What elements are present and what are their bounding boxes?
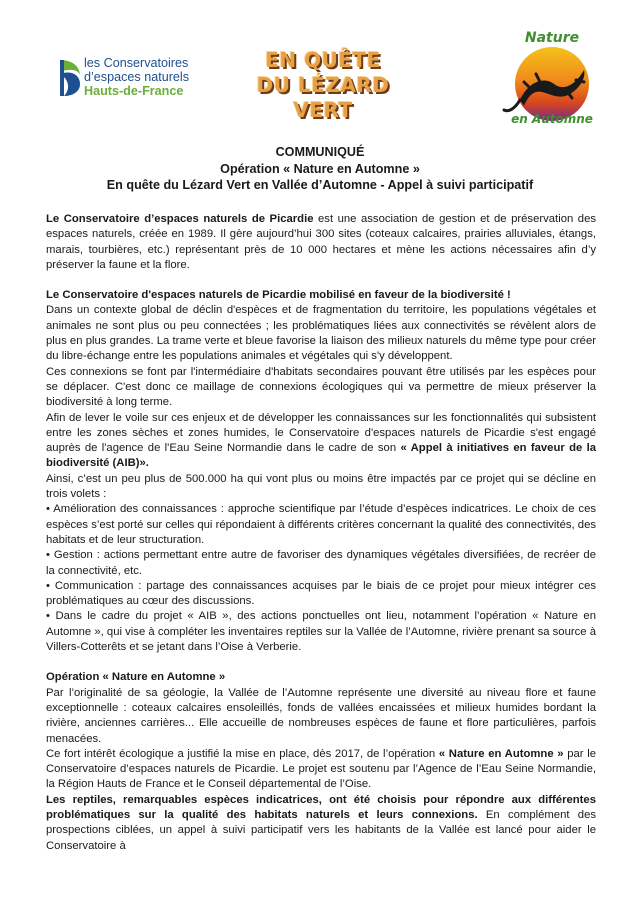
- badge-caption-nature: Nature: [524, 30, 580, 46]
- section1-heading: [46, 288, 596, 303]
- cen-logo-region: Hauts-de-France: [84, 84, 184, 98]
- title-appel: En quête du Lézard Vert en Vallée d’Automne - Appel à suivi participatif: [106, 178, 534, 192]
- section2-heading: [46, 670, 596, 685]
- intro-paragraph: [46, 212, 596, 273]
- list-item: • Amélioration des connaissances : approche scientifique par l’étude d’espèces indicatrices. Le choix de ces espèces s’est porté sur celles qui répondaient à différents critères concernant la qualité des connectivités, des habitats et de leur structuration.: [46, 502, 596, 548]
- section1-heading-text: Le Conservatoire d'espaces naturels de Picardie mobilisé en faveur de la biodiversité !: [46, 289, 511, 302]
- section1-p3-bold: « Appel à initiatives en faveur de la biodiversité (AIB)».: [46, 442, 596, 470]
- section2-p2-bold: « Nature en Automne »: [438, 747, 564, 760]
- cen-logo-line2: d’espaces naturels: [84, 70, 190, 84]
- communique-title-block: [40, 144, 600, 194]
- badge-caption-en-automne: en Automne: [511, 112, 593, 126]
- section1-paragraph-2: Ces connexions se font par l'intermédiaire d'habitats secondaires pouvant être utilisés par les espèces pour se déplacer. C'est donc ce maillage de connexions écologiques qui va permettre de mieux préserver la biodiversité à long terme.: [46, 365, 596, 409]
- section2-p2-text-a: Ce fort intérêt écologique a justifié la mise en place, dès 2017, de l’opération: [46, 747, 439, 760]
- section2-p3-text: En complément des prospections ciblées, un appel à suivi participatif vers les habitants de la Vallée est lancé pour aider le Conservatoire à: [46, 808, 596, 852]
- section2-paragraph-3: [46, 793, 596, 854]
- en-quete-du-lezard-vert-logo: [238, 48, 408, 123]
- section1-p3-text: Afin de lever le voile sur ces enjeux et de développer les connaissances sur les fonctionnalités qui subsistent entre les zones sèches et zones humides, le Conservatoire d'espaces naturels de Picardie s'est engagé auprès de l'agence de l'Eau Seine Normandie dans le cadre de son: [46, 411, 596, 455]
- section2-p2-text-b: par le Conservatoire d’espaces naturels de Picardie. Le projet est soutenu par l’Agence de l’Eau Seine Normandie, la Région Hauts de France et le Conseil départemental de l’Oise.: [46, 747, 596, 791]
- title-operation: Opération « Nature en Automne »: [220, 161, 420, 176]
- cen-logo-line1: les Conservatoires: [84, 56, 189, 70]
- list-item: • Communication : partage des connaissances acquises par le biais de ce projet pour mieux intégrer ces problématiques au cœur des discussions.: [46, 579, 596, 610]
- nature-en-automne-badge: [496, 26, 608, 138]
- cen-logo-text: [84, 56, 189, 98]
- intro-bold: Le Conservatoire d’espaces naturels de Picardie: [46, 213, 314, 225]
- section2-paragraph-1: Par l’originalité de sa géologie, la Vallée de l’Automne représente une diversité au niveau flore et faune exceptionnelle : coteaux calcaires ensoleillés, fonds de vallées encaissées et milieux humides bordant la rivière, anciennes carrières... Elle accueille de nombreuses espèces de faune et flore particulières, parfois menacées.: [46, 686, 596, 745]
- volets-list: [46, 502, 596, 655]
- section2-heading-text: Opération « Nature en Automne »: [46, 671, 226, 684]
- section1-paragraph-3: [46, 411, 596, 472]
- communique-body: [46, 212, 596, 854]
- leaf-logo-icon: [58, 58, 82, 98]
- quete-logo-line1: EN QUÊTE: [265, 48, 381, 72]
- section2-p3-bold: Les reptiles, remarquables espèces indicatrices, ont été choisis pour répondre aux différentes problématiques sur la qualité des habitats naturels et leurs connexions.: [46, 793, 596, 821]
- intro-text: est une association de gestion et de préservation des espaces naturels, créée en 1989. Il gère aujourd’hui 300 sites (coteaux calcaires, prairies alluviales, étangs, marais, tourbières, etc.) représentant près de 10 000 hectares et mène les actions nécessaires afin d’y préserver la faune et la flore.: [46, 213, 596, 271]
- section1-paragraph-4: Ainsi, c’est un peu plus de 500.000 ha qui vont plus ou moins être impactés par ce projet qui se décline en trois volets :: [46, 472, 596, 501]
- list-item: • Dans le cadre du projet « AIB », des actions ponctuelles ont lieu, notamment l’opération « Nature en Automne », qui vise à compléter les inventaires reptiles sur la Vallée de l’Automne, rivière prenant sa source à Villers-Cotterêts et se jetant dans l’Oise à Verberie.: [46, 609, 596, 655]
- quete-logo-line2: DU LÉZARD VERT: [256, 73, 390, 122]
- section2-paragraph-2: [46, 747, 596, 793]
- title-communique: COMMUNIQUÉ: [275, 145, 365, 159]
- section1-paragraph-1: Dans un contexte global de déclin d'espèces et de fragmentation du territoire, les populations végétales et animales ne sont plus ou peu connectées ; les problématiques liées aux connectivités se révèlent alors de plus en plus grandes. La trame verte et bleue favorise la liaison des milieux naturels du même type pour créer du libre-échange entre les populations animales et végétales qui s'y développent.: [46, 304, 596, 363]
- cen-hauts-de-france-logo: [58, 56, 208, 106]
- list-item: • Gestion : actions permettant entre autre de favoriser des dynamiques végétales diversifiées, de recréer de la connectivité, etc.: [46, 548, 596, 579]
